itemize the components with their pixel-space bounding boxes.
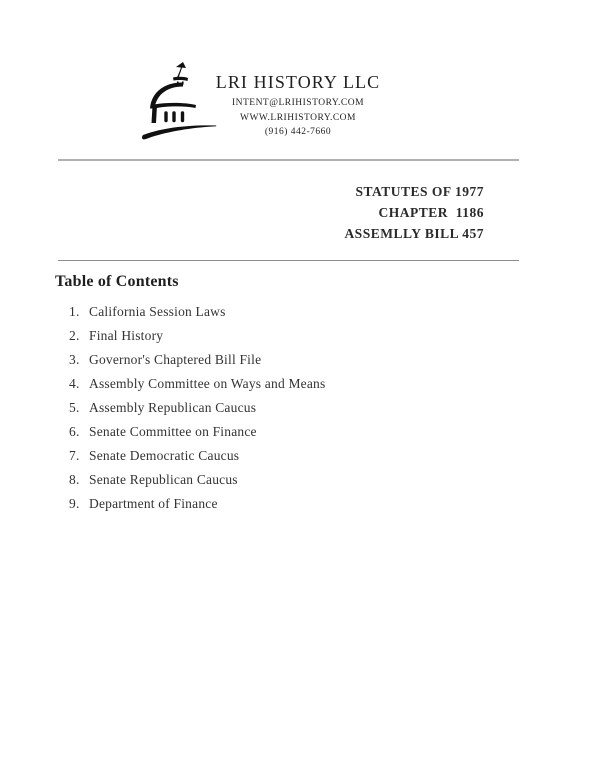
toc-item bbox=[69, 420, 529, 444]
toc-item bbox=[69, 348, 529, 372]
letterhead-phone: (916) 442-7660 bbox=[264, 127, 332, 137]
letterhead-contact bbox=[208, 96, 388, 140]
toc-item-label: Department of Finance bbox=[89, 496, 218, 511]
company-name: LRI HISTORY LLC bbox=[215, 72, 381, 92]
toc-item-number: 9. bbox=[69, 496, 80, 511]
toc-item bbox=[69, 492, 529, 516]
toc-item bbox=[69, 300, 529, 324]
toc-item-number: 1. bbox=[69, 304, 80, 319]
toc-title: Table of Contents bbox=[55, 273, 179, 290]
toc-item-number: 7. bbox=[69, 448, 80, 463]
toc-item-number: 8. bbox=[69, 472, 80, 487]
toc-item bbox=[69, 468, 529, 492]
toc-item-number: 6. bbox=[69, 424, 80, 439]
toc-item-label: Assembly Republican Caucus bbox=[89, 400, 257, 415]
letterhead-email: INTENT@LRIHISTORY.COM bbox=[231, 98, 365, 108]
toc-list bbox=[69, 300, 529, 516]
toc-item-label: Senate Republican Caucus bbox=[89, 472, 238, 487]
bill-reference-line: ASSEMLLY BILL 457 bbox=[344, 226, 484, 241]
toc-item-number: 3. bbox=[69, 352, 80, 367]
toc-item bbox=[69, 396, 529, 420]
toc-item-label: Governor's Chaptered Bill File bbox=[89, 352, 262, 367]
toc-item-label: Senate Democratic Caucus bbox=[89, 448, 240, 463]
toc-item-number: 4. bbox=[69, 376, 80, 391]
toc-item-number: 2. bbox=[69, 328, 80, 343]
toc-item-label: Assembly Committee on Ways and Means bbox=[89, 376, 326, 391]
toc-item bbox=[69, 444, 529, 468]
bill-reference-line: CHAPTER 1186 bbox=[378, 205, 484, 220]
divider-bottom bbox=[58, 260, 519, 261]
toc-item-label: California Session Laws bbox=[89, 304, 226, 319]
bill-reference-line: STATUTES OF 1977 bbox=[355, 184, 484, 199]
divider-top bbox=[58, 159, 519, 161]
toc-item bbox=[69, 372, 529, 396]
toc-item-label: Final History bbox=[89, 328, 164, 343]
bill-reference bbox=[344, 181, 484, 244]
toc-item-label: Senate Committee on Finance bbox=[89, 424, 257, 439]
letterhead-website: WWW.LRIHISTORY.COM bbox=[240, 112, 356, 123]
toc-item bbox=[69, 324, 529, 348]
toc-item-number: 5. bbox=[69, 400, 80, 415]
